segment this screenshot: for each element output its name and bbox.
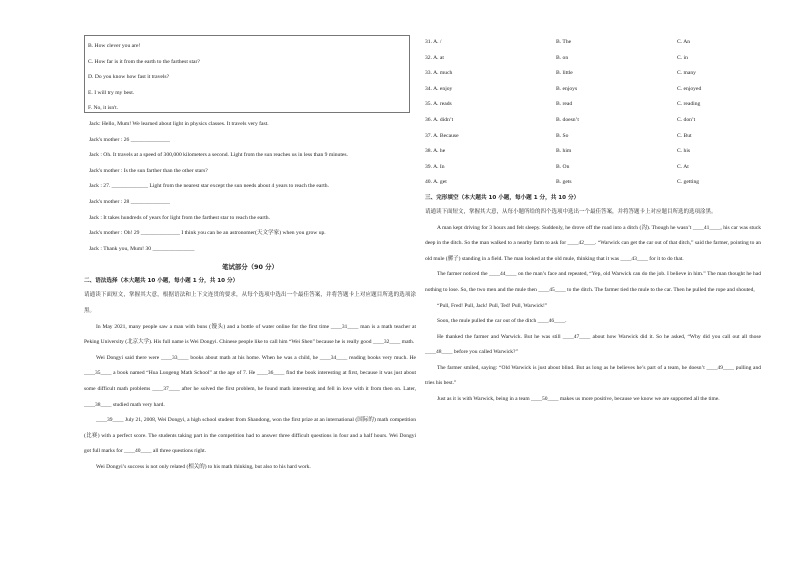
mc-cell: B. enjoys [556, 85, 578, 92]
mc-row [425, 175, 761, 191]
left-column [84, 35, 416, 475]
mc-cell: B. doesn’t [556, 116, 579, 123]
mc-cell: B. read [556, 101, 573, 108]
options-box [84, 35, 410, 113]
mc-row [425, 35, 761, 51]
part2-paragraph: Wei Dongyi’s success is not only related (相关的) to his math thinking, but also to his hard work. [96, 463, 311, 470]
mc-cell: C. many [677, 70, 696, 77]
mc-cell: C. reading [677, 101, 701, 108]
mc-cell: C. his [677, 148, 691, 155]
part2-paragraph: In May 2021, many people saw a man with buns (馒头) and a bottle of water online for the first time ____31____ man is a math teacher at Peking University (北京大学). His full name is Wei Dongyi. Chinese people like to call him “Wei Shen” because he is really good ____32____ math. [84, 323, 416, 346]
dialogue-line: Jack's mother : Is the sun farther than the other stars? [89, 167, 208, 174]
part3-paragraph: Soon, the mule pulled the car out of the ditch ____46____. [437, 318, 567, 325]
part2-paragraph: ____39____ July 21, 2008, Wei Dongyi, a high school student from Shandong, won the first prize at an international (国际的) math competition (比赛) with a perfect score. The students taking part in the competition had to answer three difficult questions in four and a half hours. Wei Dongyi got full marks for ____40____ all three questions right. [84, 417, 416, 455]
part2-paragraph: Wei Dongyi said there were ____33____ books about math at his home. When he was a child, he ____34____ reading books very much. He ____35____ a book named “Hua Luogeng Math School” at the age of 7. He ____36____ find the book interesting at first, because it was just about some difficult math problems ____37____ after he solved the first problem, he found math interesting and fell in love with it from then on. Later, ____38____ studied math very hard. [84, 354, 416, 408]
mc-cell: B. him [556, 148, 572, 155]
mc-cell: C. But [677, 132, 692, 139]
option-c: C. How far is it from the earth to the farthest star? [88, 58, 200, 65]
mc-cell: 31. A. / [425, 39, 442, 45]
mc-cell: 32. A. at [425, 54, 444, 61]
mc-row [425, 113, 761, 129]
mc-cell: 40. A. get [425, 179, 447, 186]
part3-paragraph: A man kept driving for 3 hours and felt sleepy. Suddenly, he drove off the road into a ditch (沟). Though he wasn’t ____41____, his car was stuck deep in the ditch. So the man walked to a nearby farm to ask for ____42____. “Warwick can get the car out of that ditch,” said the farmer, pointing to an old mule (骡子) standing in a field. The man looked at the old mule, thinking that it was ____43____ for it to do that. [425, 224, 761, 262]
dialogue-line: Jack : Thank you, Mum! 30 _______________ [89, 245, 195, 252]
mc-cell: 35. A. reads [425, 101, 452, 108]
part3-paragraph: He thanked the farmer and Warwick. But he was still ____47____ about how Warwick did it. So he asked, “Why did you call out all those ____48____ before you called Warwick?” [425, 333, 761, 356]
mc-row [425, 144, 761, 160]
mc-cell: 38. A. he [425, 148, 446, 155]
mc-cell: 33. A. much [425, 70, 453, 77]
mc-cell: 36. A. didn’t [425, 116, 454, 123]
mc-cell: B. So [556, 132, 569, 139]
mc-row [425, 51, 761, 67]
mc-row [425, 160, 761, 176]
mc-row [425, 66, 761, 82]
section-title: 笔试部分（90 分） [222, 263, 278, 272]
mc-cell: C. At [677, 163, 689, 170]
mc-row [425, 97, 761, 113]
part2-instructions: 请通读下面短文，掌握其大意，根据语法和上下文连贯的要求，从每个选项中选出一个最佳答案，并将答题卡上对应题目所选的选项涂黑。 [84, 292, 416, 314]
option-b: B. How clever you are! [88, 43, 141, 49]
mc-cell: 39. A. In [425, 163, 445, 170]
mc-cell: B. little [556, 70, 573, 77]
part3-instructions: 请通读下面短文，掌握其大意，从每小题所给的四个选项中选出一个最佳答案，并将答题卡上对应题目所选的选项涂黑。 [425, 208, 717, 215]
mc-cell: B. gets [556, 179, 572, 186]
mc-cell: B. The [556, 39, 572, 45]
part3-paragraph: Just as it is with Warwick, being in a team ____50____ makes us more positive, because we know we are supported all the time. [437, 396, 720, 403]
mc-cell: B. On [556, 163, 570, 170]
option-e: E. I will try my best. [88, 89, 135, 96]
right-column [425, 35, 761, 408]
part3-paragraph: “Pull, Fred! Pull, Jack! Pull, Ted! Pull, Warwick!” [437, 302, 548, 309]
dialogue-line: Jack's mother : 26 ______________ [89, 136, 170, 143]
part3-paragraph: The farmer smiled, saying: “Old Warwick is just about blind. But as long as he believes he’s part of a team, he doesn’t ____49____ pulling and tries his best.” [425, 364, 761, 387]
part3-heading: 三、完形填空（本大题共 10 小题，每小题 1 分，共 10 分） [425, 194, 580, 201]
dialogue-line: Jack : It takes hundreds of years for light from the farthest star to reach the earth. [89, 214, 270, 221]
mc-cell: C. getting [677, 179, 700, 186]
dialogue-line: Jack's mother : Oh! 29 ______________ I think you can be an astronomer(天文学家) when you grow up. [89, 230, 326, 237]
dialogue [84, 117, 416, 257]
mc-cell: C. don’t [677, 116, 696, 123]
dialogue-line: Jack's mother : 28 ______________ [89, 198, 170, 205]
mc-cell: C. enjoyed [677, 85, 702, 92]
dialogue-line: Jack : Oh. It travels at a speed of 300,000 kilometers a second. Light from the sun reaches us in less than 9 minutes. [89, 152, 348, 159]
mc-row [425, 129, 761, 145]
mc-cell: 37. A. Because [425, 132, 459, 139]
mc-cell: B. on [556, 54, 569, 61]
part3-paragraph: The farmer noticed the ____44____ on the man’s face and repeated, “Yep, old Warwick can do the job. I believe in him.” The man thought he had nothing to lose. So, the two men and the mule then ____45____ to the ditch. The farmer tied the mule to the car. Then he pulled the rope and shouted, [425, 271, 761, 293]
mc-cell: 34. A. enjoy [425, 85, 453, 92]
mc-cell: C. An [677, 39, 691, 45]
option-d: D. Do you know how fast it travels? [88, 74, 170, 80]
mc-cell: C. in [677, 54, 688, 61]
dialogue-line: Jack : 27. _____________ Light from the nearest star except the sun needs about 4 years to reach the earth. [89, 183, 329, 190]
mc-options-table [425, 35, 761, 191]
dialogue-line: Jack: Hello, Mum! We learned about light in physics classes. It travels very fast. [89, 121, 269, 127]
part2-heading: 二、语法选择（本大题共 10 小题，每小题 1 分，共 10 分） [84, 278, 239, 285]
option-f: F. No, it isn't. [88, 105, 119, 111]
mc-row [425, 82, 761, 98]
